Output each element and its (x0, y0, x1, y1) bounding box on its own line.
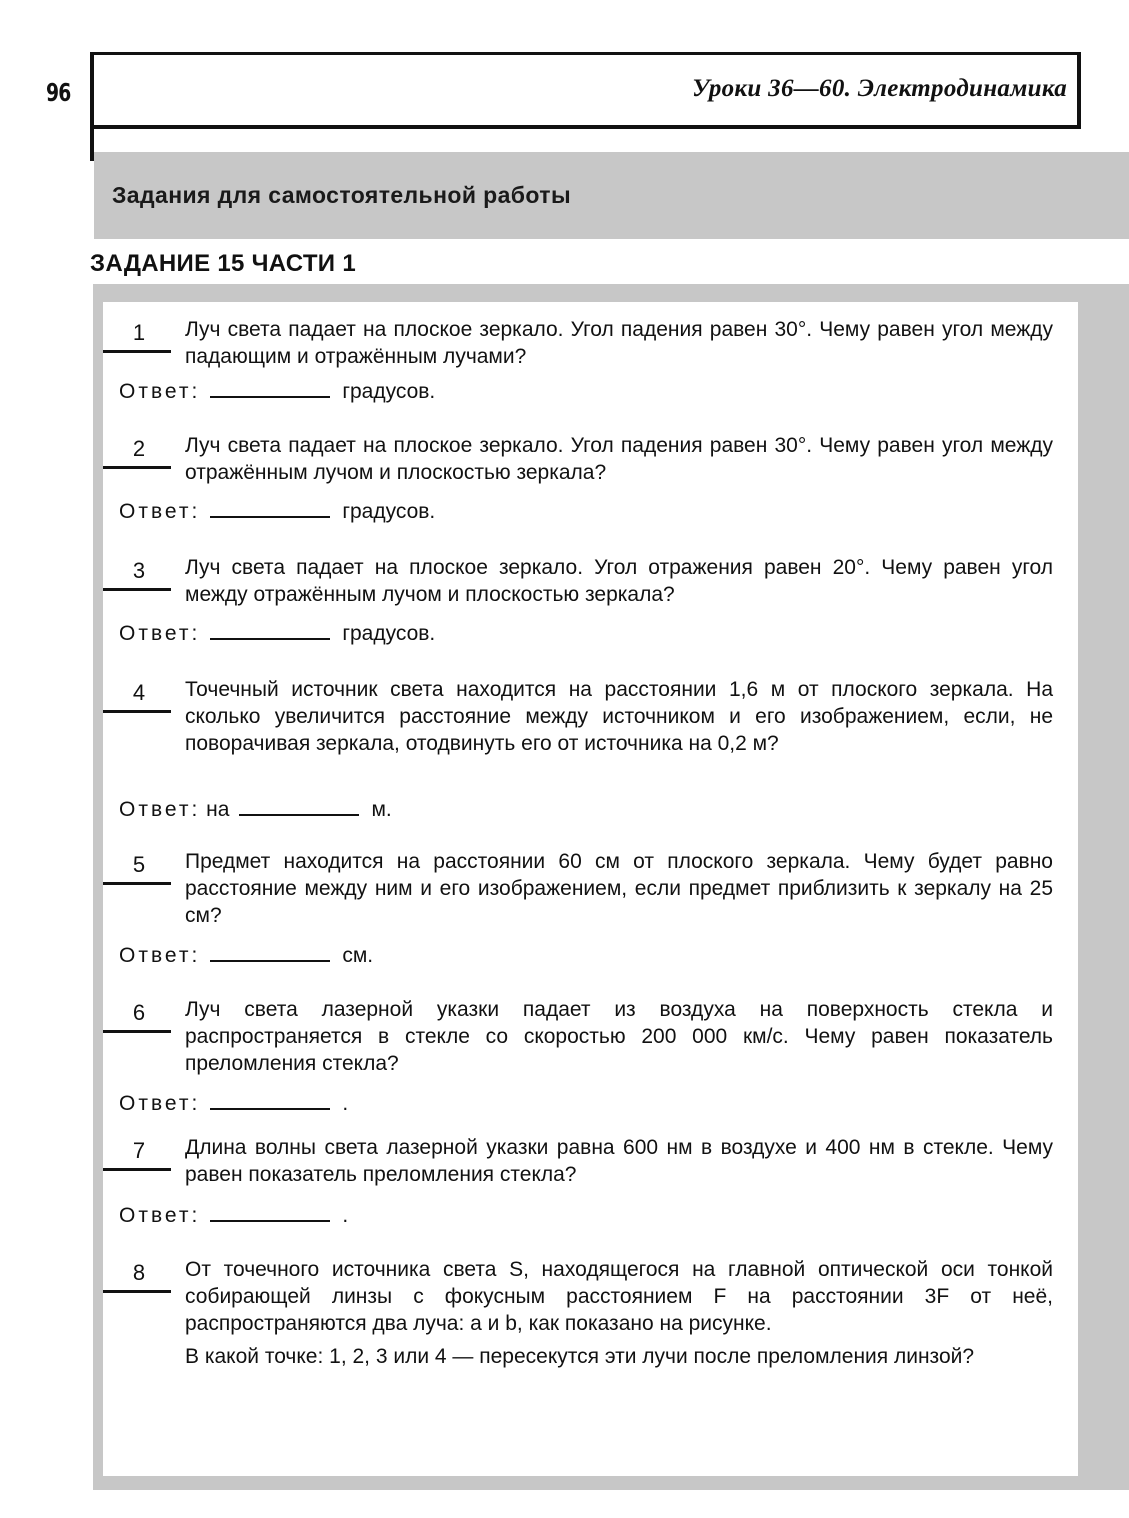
task-number-rule (103, 588, 171, 591)
answer-blank[interactable] (210, 1202, 330, 1222)
answer-label: Ответ: (119, 944, 201, 967)
answer-unit: см. (342, 944, 374, 967)
answer-unit: градусов. (342, 500, 436, 523)
running-header (90, 52, 1081, 129)
task-text: Луч света падает на плоское зеркало. Угол падения равен 30°. Чему равен угол между падающим и отражённым лучами? (185, 318, 1053, 368)
answer-label: Ответ: (119, 1204, 201, 1227)
answer-label: Ответ: (119, 500, 201, 523)
task-paragraph: От точечного источника света S, находящегося на главной оптической оси тонкой собирающей линзы с фокусным расстоянием F на расстоянии 3F от неё, распространяются два луча: a и b, как показано на рисунке. (185, 1258, 1053, 1335)
answer-unit: м. (371, 798, 392, 821)
task-text: Длина волны света лазерной указки равна 600 нм в воздухе и 400 нм в стекле. Чему равен показатель преломления стекла? (185, 1136, 1053, 1186)
header-title: Уроки 36—60. Электродинамика (692, 75, 1067, 102)
task-number: 4 (132, 680, 146, 705)
answer-blank[interactable] (210, 942, 330, 962)
task-number: 8 (132, 1260, 146, 1285)
answer-unit: . (342, 1092, 349, 1115)
answer-blank[interactable] (210, 378, 330, 398)
answer-line (119, 1202, 348, 1228)
answer-unit: градусов. (342, 622, 436, 645)
answer-line (119, 942, 373, 968)
answer-line (119, 498, 435, 524)
tasks-card (103, 302, 1078, 1476)
answer-line (119, 378, 435, 404)
task-number: 3 (132, 558, 146, 583)
task-number: 5 (132, 852, 146, 877)
banner-title: Задания для самостоятельной работы (112, 182, 572, 208)
answer-label: Ответ: (119, 380, 201, 403)
task-text: Луч света лазерной указки падает из воздуха на поверхность стекла и распространяется в стекле со скоростью 200 000 км/с. Чему равен показатель преломления стекла? (185, 998, 1053, 1075)
answer-line (119, 796, 392, 822)
task-number-rule (103, 710, 171, 713)
answer-blank[interactable] (210, 620, 330, 640)
task-text: Луч света падает на плоское зеркало. Угол отражения равен 20°. Чему равен угол между отражённым лучом и плоскостью зеркала? (185, 556, 1053, 606)
task-number: 6 (132, 1000, 146, 1025)
task-number-rule (103, 1168, 171, 1171)
task-number-rule (103, 466, 171, 469)
section-banner (94, 152, 1129, 239)
answer-label: Ответ: (119, 1092, 201, 1115)
task-text: Луч света падает на плоское зеркало. Угол падения равен 30°. Чему равен угол между отражённым лучом и плоскостью зеркала? (185, 434, 1053, 484)
answer-line (119, 620, 435, 646)
task-number-rule (103, 350, 171, 353)
answer-label: Ответ: (119, 622, 201, 645)
answer-unit: . (342, 1204, 349, 1227)
task-number: 2 (132, 436, 146, 461)
task-number-rule (103, 1030, 171, 1033)
section-heading: ЗАДАНИЕ 15 ЧАСТИ 1 (90, 250, 356, 277)
task-text (185, 1256, 1053, 1370)
page-number: 96 (46, 78, 71, 107)
task-number: 1 (132, 320, 146, 345)
answer-prefix: на (206, 798, 230, 821)
answer-unit: градусов. (342, 380, 436, 403)
tasks-panel (93, 284, 1129, 1490)
answer-blank[interactable] (239, 796, 359, 816)
task-number: 7 (132, 1138, 146, 1163)
answer-line (119, 1090, 348, 1116)
task-number-rule (103, 1290, 171, 1293)
task-number-rule (103, 882, 171, 885)
task-text: Предмет находится на расстоянии 60 см от плоского зеркала. Чему будет равно расстояние между ним и его изображением, если предмет приблизить к зеркалу на 25 см? (185, 850, 1053, 927)
answer-blank[interactable] (210, 1090, 330, 1110)
answer-blank[interactable] (210, 498, 330, 518)
task-question: В какой точке: 1, 2, 3 или 4 — пересекутся эти лучи после преломления линзой? (185, 1345, 975, 1368)
task-text: Точечный источник света находится на расстоянии 1,6 м от плоского зеркала. На сколько увеличится расстояние между источником и его изображением, если, не поворачивая зеркала, отодвинуть его от источника на 0,2 м? (185, 678, 1053, 755)
answer-label: Ответ: (119, 798, 201, 821)
